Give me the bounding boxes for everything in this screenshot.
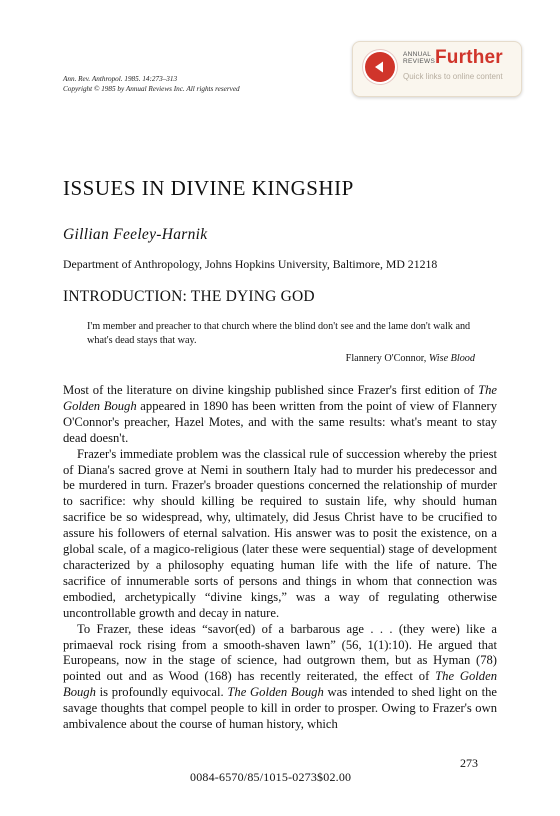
paragraph-3-text-c: is profoundly equivocal.: [95, 685, 228, 700]
paragraph-3-title-ref-1: The Golden Bough: [63, 669, 497, 700]
arrow-left-circle-icon: [365, 52, 395, 82]
epigraph-work: Wise Blood: [428, 353, 475, 364]
badge-further-label: Further: [435, 47, 503, 68]
paragraph-1-title-ref: The Golden Bough: [63, 383, 497, 413]
author-affiliation: Department of Anthropology, Johns Hopkins University, Baltimore, MD 21218: [63, 257, 438, 271]
article-title: ISSUES IN DIVINE KINGSHIP: [63, 176, 354, 200]
epigraph-attribution: [200, 353, 475, 364]
further-badge[interactable]: [352, 41, 522, 97]
paragraph-1: [63, 383, 497, 447]
badge-subtitle: Quick links to online content: [403, 72, 503, 81]
section-heading: INTRODUCTION: THE DYING GOD: [63, 288, 315, 305]
badge-reviews-label: REVIEWS: [403, 58, 436, 65]
paragraph-3-text-a: To Frazer, these ideas “savor(ed) of a barbarous age . . . (they were) like a primaeval rock rising from a smooth-shaven lawn” (56, 1(1):10). He argued that Europeans, now in the stage of science, had outgrown them, but as Hyman (78) pointed out and as Wood (168) has recently reiterated, the effect of: [63, 621, 497, 684]
citation-line-1: Ann. Rev. Anthropol. 1985. 14:273–313: [63, 75, 178, 83]
paragraph-1-text-c: appeared in 1890 has been written from the point of view of Flannery O'Connor's preacher, Hazel Motes, and with the same results: what's meant to stay dead doesn't.: [63, 398, 498, 445]
body-text: [63, 383, 497, 733]
paragraph-1-text-a: Most of the literature on divine kingship published since Frazer's first edition of: [63, 383, 479, 397]
badge-annual-label: ANNUAL: [403, 51, 432, 58]
epigraph-quote: I'm member and preacher to that church where the blind don't see and the lame don't walk and what's dead stays that way.: [87, 321, 471, 346]
paragraph-3: [63, 622, 497, 733]
badge-brand-text: [403, 51, 435, 65]
article-code: 0084-6570/85/1015-0273$02.00: [190, 770, 352, 784]
article-author: Gillian Feeley-Harnik: [63, 226, 208, 243]
paragraph-3-title-ref-2: The Golden Bough: [227, 685, 324, 700]
journal-citation: [63, 74, 240, 94]
citation-line-2: Copyright © 1985 by Annual Reviews Inc. All rights reserved: [63, 85, 240, 93]
page-number: 273: [460, 756, 478, 770]
epigraph-author: Flannery O'Connor,: [345, 353, 429, 364]
paragraph-2: Frazer's immediate problem was the classical rule of succession whereby the priest of Diana's sacred grove at Nemi in southern Italy had to murder his predecessor and be murdered in turn. Frazer's broader questions concerned the relationship of murder to sacrifice: why should killing be required to sustain life, why should human sacrifice be so widespread, why, ultimately, did Jesus Christ have to be crucified to assure his followers of eternal salvation. His answer was to posit the existence, on a global scale, of a magico-religious (later these were sequential) stage of development characterized by a philosophy equating human life with the life of nature. The sacrifice of innumerable sorts of persons and things in whom that connection was embodied, archetypically “divine kings,” was a way of regulating otherwise uncontrollable growth and decay in nature.: [63, 446, 497, 620]
paragraph-3-text-e: was intended to shed light on the savage thoughts that compel people to kill in order to prosper. Owing to Frazer's own ambivalence about the course of human history, which: [63, 685, 497, 732]
